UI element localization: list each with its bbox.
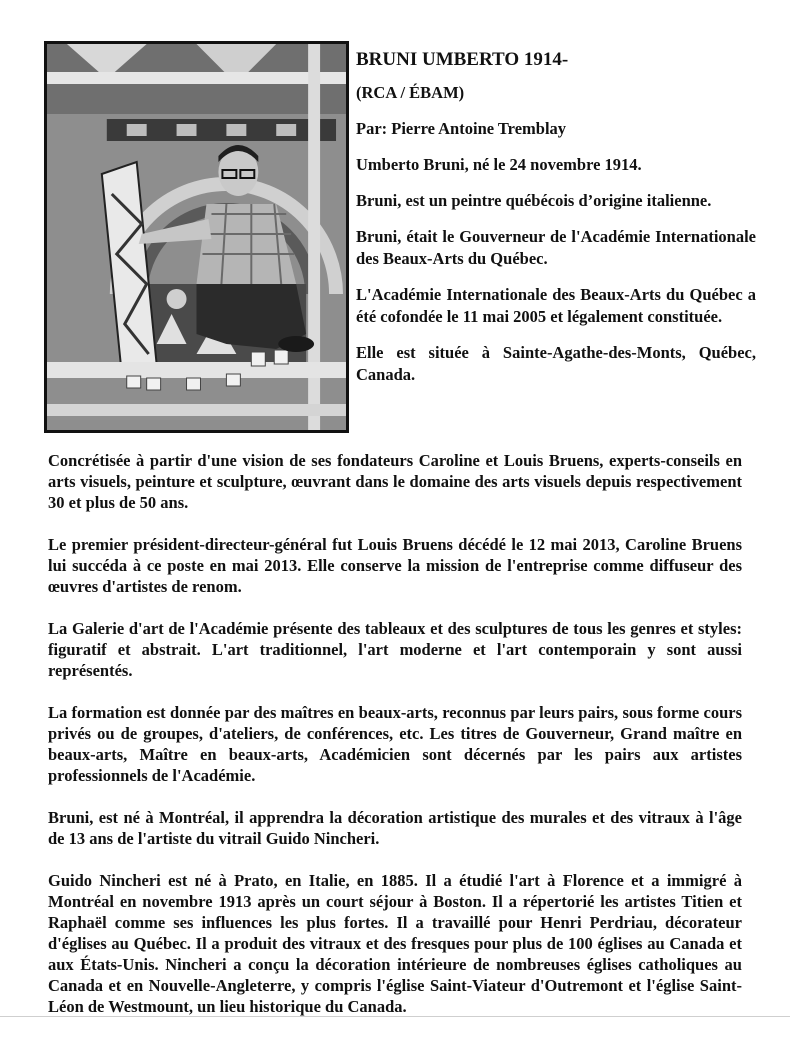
- body-paragraph: Guido Nincheri est né à Prato, en Italie, en 1885. Il a étudié l'art à Florence et a immigré à Montréal en novembre 1913 après un court séjour à Boston. Il a répertorié les artistes Titien et Raphaël comme ses influences les plus fortes. Il a travaillé pour Henri Perdriau, décorateur d'églises au Québec. Il a produit des vitraux et des fresques pour plus de 100 églises au Canada et aux États-Unis. Nincheri a conçu la décoration intérieure de nombreuses églises catholiques au Canada et en Nouvelle-Angleterre, y compris l'église Saint-Viateur d'Outremont et l'église Saint-Léon de Westmount, un lieu historique du Canada.: [48, 871, 742, 1016]
- affiliation-line: (RCA / ÉBAM): [356, 83, 465, 102]
- side-paragraph: L'Académie Internationale des Beaux-Arts du Québec a été cofondée le 11 mai 2005 et légalement constituée.: [356, 285, 756, 326]
- body-paragraph: Le premier président-directeur-général fut Louis Bruens décédé le 12 mai 2013, Caroline Bruens lui succéda à ce poste en mai 2013. Elle conserve la mission de l'entreprise comme diffuseur des œuvres d'artistes de renom.: [48, 535, 742, 596]
- document-title: BRUNI UMBERTO 1914-: [356, 49, 569, 70]
- header-column: [356, 48, 756, 400]
- side-paragraph: Elle est située à Sainte-Agathe-des-Monts, Québec, Canada.: [356, 343, 756, 384]
- page-bottom-edge: [0, 1016, 790, 1017]
- author-line: Par: Pierre Antoine Tremblay: [356, 119, 567, 138]
- body-paragraph: Concrétisée à partir d'une vision de ses fondateurs Caroline et Louis Bruens, experts-conseils en arts visuels, peinture et sculpture, œuvrant dans le domaine des arts visuels depuis respectivement 30 et plus de 50 ans.: [48, 451, 742, 512]
- artist-photo-illustration: [47, 44, 346, 430]
- body-paragraph: Bruni, est né à Montréal, il apprendra la décoration artistique des murales et des vitraux à l'âge de 13 ans de l'artiste du vitrail Guido Nincheri.: [48, 808, 742, 848]
- artist-photo: [44, 41, 349, 433]
- body-text: [48, 450, 742, 1038]
- side-paragraph: Umberto Bruni, né le 24 novembre 1914.: [356, 155, 642, 174]
- body-paragraph: La formation est donnée par des maîtres en beaux-arts, reconnus par leurs pairs, sous forme cours privés ou de groupes, d'ateliers, de conférences, etc. Les titres de Gouverneur, Grand maître en beaux-arts, Maître en beaux-arts, Académicien sont décernés par les pairs aux artistes professionnels de l'Académie.: [48, 703, 742, 785]
- side-paragraph: Bruni, est un peintre québécois d’origine italienne.: [356, 191, 712, 210]
- body-paragraph: La Galerie d'art de l'Académie présente des tableaux et des sculptures de tous les genres et styles: figuratif et abstrait. L'art traditionnel, l'art moderne et l'art contemporain y sont aussi représentés.: [48, 619, 742, 680]
- side-paragraph: Bruni, était le Gouverneur de l'Académie Internationale des Beaux-Arts du Québec.: [356, 227, 756, 268]
